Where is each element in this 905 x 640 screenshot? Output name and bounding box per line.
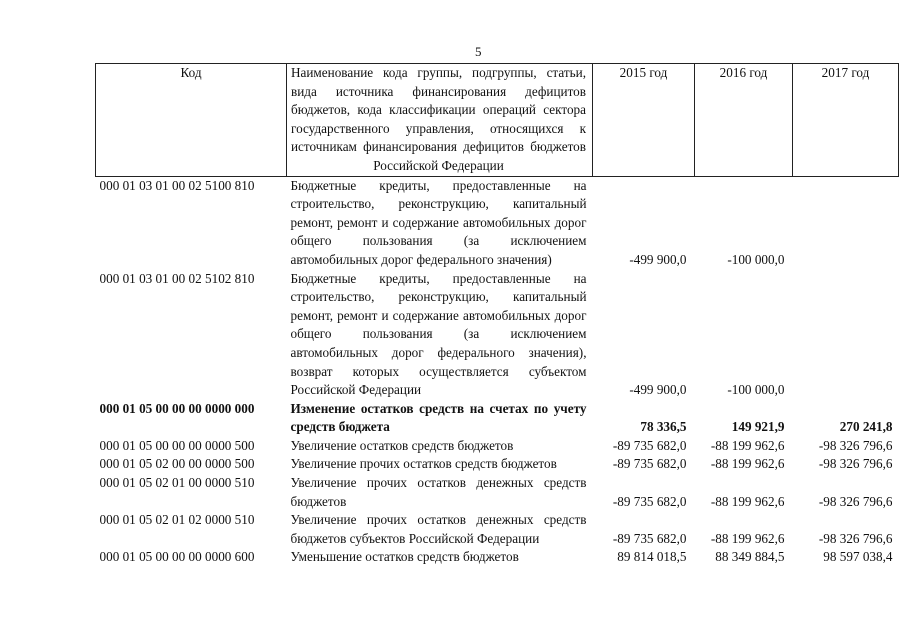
row-code: 000 01 05 02 01 00 0000 510 <box>99 475 255 491</box>
header-2017: 2017 год <box>793 64 899 177</box>
page-number: 5 <box>475 44 482 59</box>
table-row <box>96 511 899 548</box>
row-value-2017: -98 326 796,6 <box>818 456 893 472</box>
row-name: Увеличение остатков средств бюджетов <box>290 437 514 453</box>
row-value-2016: -88 199 962,6 <box>710 530 785 546</box>
row-code: 000 01 03 01 00 02 5102 810 <box>99 270 255 286</box>
table-row <box>96 270 899 400</box>
row-code: 000 01 05 02 01 02 0000 510 <box>99 512 255 528</box>
table-row <box>96 548 899 567</box>
row-value-2015: -499 900,0 <box>629 251 687 267</box>
row-value-2016: -100 000,0 <box>727 251 785 267</box>
row-value-2016: 149 921,9 <box>731 419 785 435</box>
row-name: Увеличение прочих остатков денежных средств бюджетов <box>290 475 587 509</box>
row-code: 000 01 05 00 00 00 0000 500 <box>99 437 255 453</box>
row-code: 000 01 05 00 00 00 0000 000 <box>99 400 255 416</box>
row-name: Бюджетные кредиты, предоставленные на строительство, реконструкцию, капитальный ремонт, ремонт и содержание автомобильных дорог общего пользования (за исключением автомобильных дорог федерального значения), возврат которых осуществляется субъектом Российской Федерации <box>290 270 587 398</box>
row-value-2015: -499 900,0 <box>629 382 687 398</box>
budget-sources-table <box>95 63 899 567</box>
table-header <box>96 64 899 177</box>
row-code: 000 01 03 01 00 02 5100 810 <box>99 177 255 193</box>
row-value-2017: 98 597 038,4 <box>823 549 893 565</box>
header-2016: 2016 год <box>695 64 793 177</box>
table-row <box>96 474 899 511</box>
table-row <box>96 176 899 269</box>
row-value-2017: 270 241,8 <box>839 419 893 435</box>
header-code: Код <box>96 64 287 177</box>
table-row <box>96 437 899 456</box>
row-value-2017: -98 326 796,6 <box>818 437 893 453</box>
row-value-2015: -89 735 682,0 <box>612 437 687 453</box>
row-code: 000 01 05 02 00 00 0000 500 <box>99 456 255 472</box>
row-value-2016: -100 000,0 <box>727 382 785 398</box>
row-value-2015: 89 814 018,5 <box>617 549 687 565</box>
row-name: Изменение остатков средств на счетах по учету средств бюджета <box>290 400 587 435</box>
row-value-2015: -89 735 682,0 <box>612 493 687 509</box>
table-body <box>96 176 899 567</box>
table-row <box>96 455 899 474</box>
row-name: Бюджетные кредиты, предоставленные на строительство, реконструкцию, капитальный ремонт, ремонт и содержание автомобильных дорог общего пользования (за исключением автомобильных дорог федерального значения) <box>290 177 587 267</box>
row-value-2015: -89 735 682,0 <box>612 530 687 546</box>
row-code: 000 01 05 00 00 00 0000 600 <box>99 549 255 565</box>
table-row <box>96 400 899 437</box>
row-name: Уменьшение остатков средств бюджетов <box>290 549 519 565</box>
row-name: Увеличение прочих остатков средств бюджетов <box>290 456 557 472</box>
row-value-2017: -98 326 796,6 <box>818 530 893 546</box>
header-name: Наименование кода группы, подгруппы, статьи, вида источника финансирования дефицитов бюджетов, кода классификации операций сектора государственного управления, относящихся к источникам финансирования дефицитов бюджетов Российской Федерации <box>287 64 593 177</box>
header-2015: 2015 год <box>593 64 695 177</box>
row-value-2017: -98 326 796,6 <box>818 493 893 509</box>
row-value-2017 <box>793 176 899 269</box>
row-value-2016: -88 199 962,6 <box>710 493 785 509</box>
row-value-2016: 88 349 884,5 <box>715 549 785 565</box>
row-value-2016: -88 199 962,6 <box>710 456 785 472</box>
row-value-2015: 78 336,5 <box>640 419 687 435</box>
row-value-2016: -88 199 962,6 <box>710 437 785 453</box>
row-value-2017 <box>793 270 899 400</box>
row-name: Увеличение прочих остатков денежных средств бюджетов субъектов Российской Федерации <box>290 512 587 546</box>
row-value-2015: -89 735 682,0 <box>612 456 687 472</box>
